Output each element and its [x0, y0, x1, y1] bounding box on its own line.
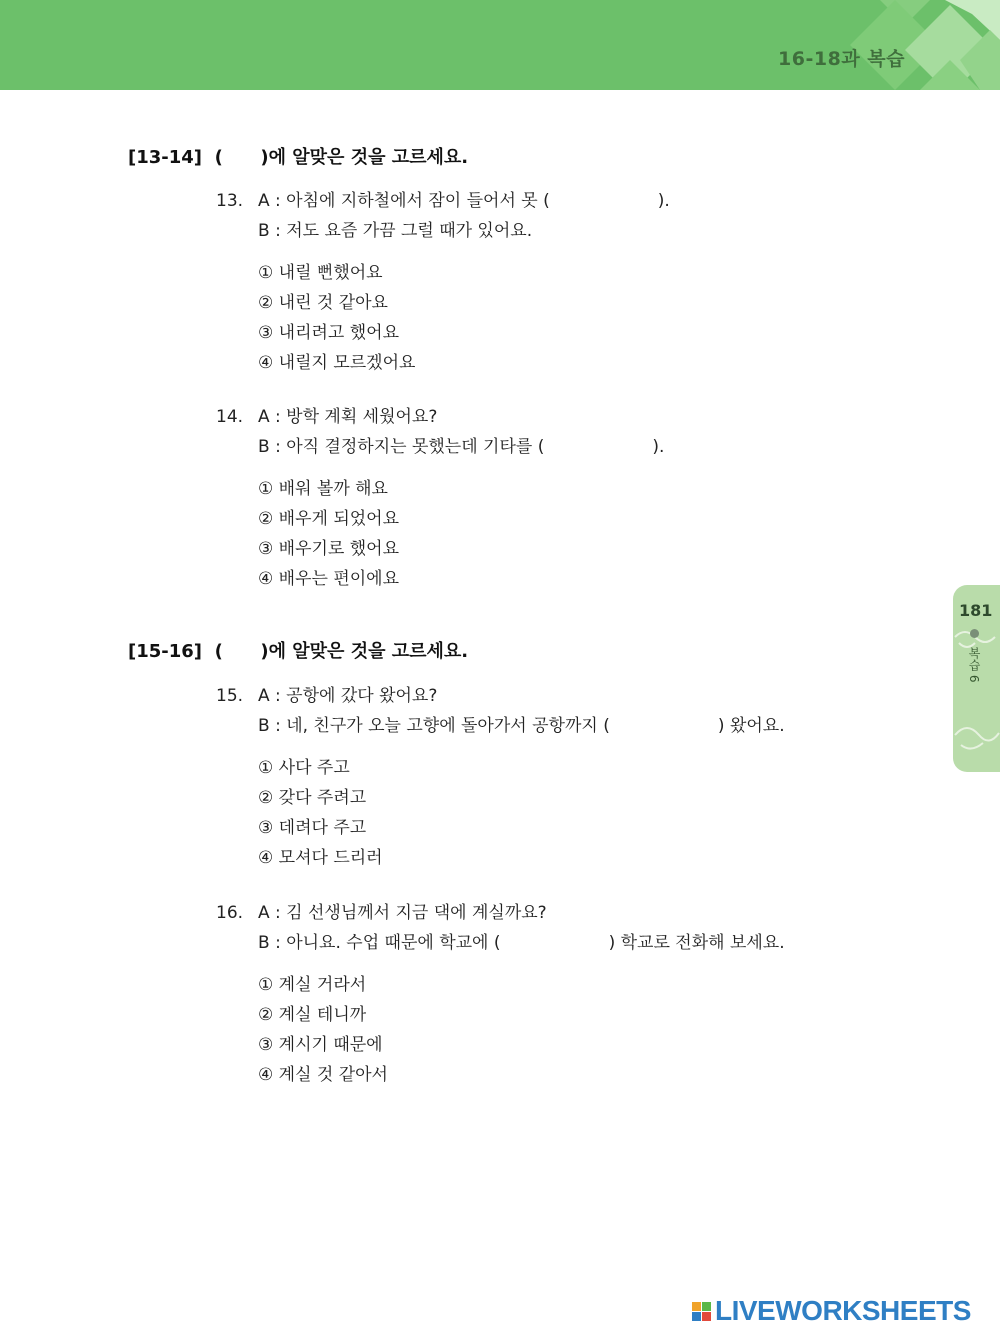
answer-option-3[interactable]: ③ 계시기 때문에: [258, 1035, 383, 1055]
answer-option-4[interactable]: ④ 계실 것 같아서: [258, 1065, 388, 1085]
page-number: 181: [959, 601, 993, 620]
answer-option-3[interactable]: ③ 배우기로 했어요: [258, 539, 400, 559]
answer-options: [216, 970, 388, 1090]
answer-options: [216, 753, 383, 873]
question-14: [216, 402, 665, 594]
question-number: 16.: [216, 903, 244, 923]
answer-option-2[interactable]: ② 갖다 주려고: [258, 788, 367, 808]
answer-options: [216, 474, 399, 594]
answer-option-1[interactable]: ① 계실 거라서: [258, 975, 367, 995]
chapter-title: 16-18과 복습: [778, 48, 905, 70]
dialogue-line-b: B : 저도 요즘 가끔 그럴 때가 있어요.: [258, 221, 533, 241]
section-instruction: ( )에 알맞은 것을 고르세요.: [214, 147, 469, 168]
question-number: 14.: [216, 407, 244, 427]
answer-option-4[interactable]: ④ 배우는 편이에요: [258, 569, 400, 589]
section-range: [13-14]: [128, 147, 203, 168]
tab-label: 복습 6: [967, 647, 981, 683]
side-page-tab: [953, 585, 1000, 772]
answer-option-2[interactable]: ② 내린 것 같아요: [258, 293, 388, 313]
logo-blocks-icon: [692, 1302, 711, 1321]
dialogue-line-b: B : 아니요. 수업 때문에 학교에 ( ) 학교로 전화해 보세요.: [258, 933, 785, 953]
section-instruction: ( )에 알맞은 것을 고르세요.: [214, 641, 469, 662]
answer-option-1[interactable]: ① 내릴 뻔했어요: [258, 263, 383, 283]
answer-option-1[interactable]: ① 배워 볼까 해요: [258, 479, 388, 499]
section-heading-15-16: [128, 637, 468, 663]
liveworksheets-logo: [692, 1297, 971, 1325]
answer-options: [216, 258, 415, 378]
dialogue-line-a: A : 김 선생님께서 지금 댁에 계실까요?: [258, 903, 547, 923]
header-band: [0, 0, 1000, 90]
dialogue-line-b: B : 아직 결정하지는 못했는데 기타를 ( ).: [258, 437, 665, 457]
dialogue-line-a: A : 아침에 지하철에서 잠이 들어서 못 ( ).: [258, 191, 670, 211]
answer-option-3[interactable]: ③ 데려다 주고: [258, 818, 367, 838]
dialogue-line-a: A : 공항에 갔다 왔어요?: [258, 686, 438, 706]
answer-option-4[interactable]: ④ 모셔다 드리러: [258, 848, 383, 868]
section-range: [15-16]: [128, 641, 203, 662]
question-15: [216, 681, 785, 873]
dialogue-line-a: A : 방학 계획 세웠어요?: [258, 407, 438, 427]
answer-option-4[interactable]: ④ 내릴지 모르겠어요: [258, 353, 416, 373]
answer-option-2[interactable]: ② 계실 테니까: [258, 1005, 367, 1025]
dialogue-line-b: B : 네, 친구가 오늘 고향에 돌아가서 공항까지 ( ) 왔어요.: [258, 716, 785, 736]
logo-text: LIVEWORKSHEETS: [715, 1295, 971, 1326]
section-heading-13-14: [128, 143, 468, 169]
answer-option-1[interactable]: ① 사다 주고: [258, 758, 350, 778]
question-number: 15.: [216, 686, 244, 706]
question-16: [216, 898, 785, 1090]
answer-option-2[interactable]: ② 배우게 되었어요: [258, 509, 400, 529]
answer-option-3[interactable]: ③ 내리려고 했어요: [258, 323, 400, 343]
question-number: 13.: [216, 191, 244, 211]
question-13: [216, 186, 670, 378]
bullet-dot-icon: [970, 629, 979, 638]
